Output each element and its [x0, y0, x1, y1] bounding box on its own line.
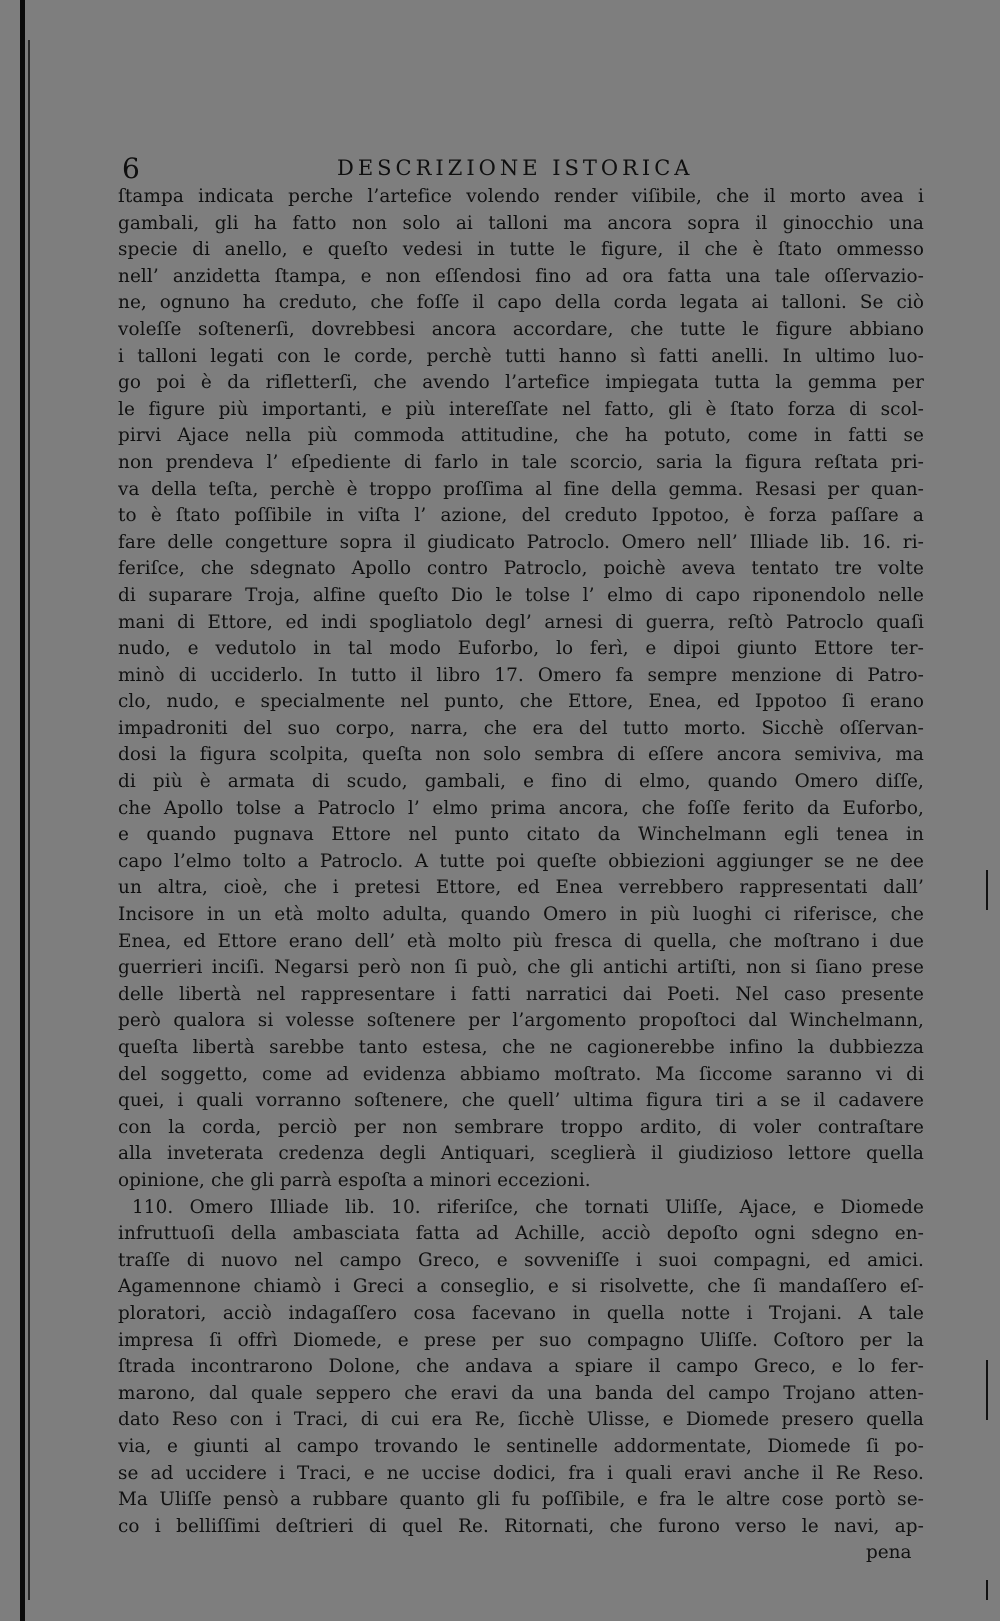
text-line: 110. Omero Illiade lib. 10. riferiſce, che tornati Uliſſe, Ajace, e Diomede [132, 1196, 924, 1218]
text-line: pirvi Ajace nella più commoda attitudine, che ha potuto, come in fatti se [118, 425, 924, 447]
text-line: via, e giunti al campo trovando le sentinelle addormentate, Diomede ſi po- [118, 1435, 924, 1457]
text-line: alla inveterata credenza degli Antiquari, sceglierà il giudizioso lettore quella [118, 1143, 924, 1165]
text-line: nudo, e vedutolo in tal modo Euforbo, lo ferì, e dipoi giunto Ettore ter- [118, 638, 924, 660]
binding-edge [20, 0, 25, 1621]
text-line: queſta libertà sarebbe tanto estesa, che ne cagionerebbe infino la dubbiezza [118, 1037, 924, 1058]
text-line: che Apollo tolse a Patroclo l’ elmo prima ancora, che foſſe ferito da Euforbo, [118, 797, 924, 819]
text-line: feriſce, che sdegnato Apollo contro Patroclo, poichè aveva tentato tre volte [118, 558, 924, 580]
text-line: ploratori, acciò indagaſſero cosa facevano in quella notte i Trojani. A tale [118, 1302, 924, 1324]
text-line: Enea, ed Ettore erano dell’ età molto più fresca di quella, che moſtrano i due [118, 930, 924, 952]
text-line: gambali, gli ha fatto non solo ai talloni ma ancora sopra il ginocchio una [118, 212, 924, 234]
text-line: nell’ anzidetta ſtampa, e non eſſendosi fino ad ora fatta una tale oſſervazio- [118, 265, 924, 287]
text-line: Ma Uliſſe pensò a rubbare quanto gli fu poſſibile, e fra le altre cose portò se- [118, 1489, 924, 1511]
text-line: di suparare Troja, alfine queſto Dio le tolse l’ elmo di capo riponendolo nelle [118, 584, 924, 606]
text-line: Agamennone chiamò i Greci a conseglio, e si risolvette, che ſi mandaſſero eſ- [118, 1276, 924, 1298]
margin-mark [986, 1360, 988, 1420]
text-line: clo, nudo, e specialmente nel punto, che Ettore, Enea, ed Ippotoo ſi erano [118, 691, 924, 713]
text-line: va della teſta, perchè è troppo proſſima al fine della gemma. Resasi per quan- [118, 478, 924, 500]
text-line: quei, i quali vorranno soſtenere, che quell’ ultima figura tiri a se il cadavere [118, 1090, 924, 1112]
text-line: delle libertà nel rappresentare i fatti narratici dai Poeti. Nel caso presente [118, 983, 924, 1005]
text-line: del soggetto, come ad evidenza abbiamo moſtrato. Ma ſiccome saranno vi di [118, 1063, 924, 1085]
running-title: DESCRIZIONE ISTORICA [337, 156, 694, 180]
text-line: voleſſe soſtenerſi, dovrebbesi ancora accordare, che tutte le figure abbiano [118, 318, 924, 340]
text-line: opinione, che gli parrà espoſta a minori eccezioni. [118, 1169, 591, 1191]
text-line: go poi è da rifletterſi, che avendo l’artefice impiegata tutta la gemma per [118, 372, 924, 394]
margin-mark [986, 870, 988, 910]
text-line: impadroniti del suo corpo, narra, che era del tutto morto. Sicchè oſſervan- [118, 717, 924, 739]
text-line: marono, dal quale seppero che eravi da una banda del campo Trojano atten- [118, 1382, 924, 1404]
text-line: minò di ucciderlo. In tutto il libro 17. Omero fa sempre menzione di Patro- [118, 664, 924, 686]
text-line: dosi la figura scolpita, queſta non solo sembra di eſſere ancora semiviva, ma [118, 744, 924, 766]
text-line: ſtrada incontrarono Dolone, che andava a spiare il campo Greco, e lo fer- [118, 1356, 924, 1378]
text-line: Incisore in un età molto adulta, quando Omero in più luoghi ci riferisce, che [118, 904, 924, 926]
text-line: con la corda, perciò per non sembrare troppo ardito, di voler contraſtare [118, 1116, 924, 1138]
text-line: i talloni legati con le corde, perchè tutti hanno sì fatti anelli. In ultimo luo- [118, 345, 924, 367]
text-line: co i belliſſimi deſtrieri di quel Re. Ritornati, che furono verso le navi, ap- [118, 1515, 924, 1537]
text-line: capo l’elmo tolto a Patroclo. A tutte poi queſte obbiezioni aggiunger se ne dee [118, 850, 924, 872]
catchword: pena [866, 1542, 912, 1563]
text-line: e quando pugnava Ettore nel punto citato da Winchelmann egli tenea in [118, 824, 924, 846]
text-line: specie di anello, e queſto vedesi in tutte le figure, il che è ſtato ommesso [118, 239, 924, 261]
text-line: un altra, cioè, che i pretesi Ettore, ed Enea verrebbero rappresentati dall’ [118, 877, 924, 899]
margin-mark [986, 1580, 988, 1600]
text-line: dato Reso con i Traci, di cui era Re, ſicchè Ulisse, e Diomede presero quella [118, 1409, 924, 1431]
binding-edge-inner [28, 40, 30, 1600]
page-number: 6 [122, 152, 140, 185]
text-line: ne, ognuno ha creduto, che foſſe il capo della corda legata ai talloni. Se ciò [118, 292, 924, 314]
text-line: non prendeva l’ eſpediente di farlo in tale scorcio, saria la figura reſtata pri- [118, 451, 924, 473]
text-line: se ad uccidere i Traci, e ne uccise dodici, fra i quali eravi anche il Re Reso. [118, 1462, 924, 1484]
text-line: guerrieri inciſi. Negarsi però non ſi può, che gli antichi artiſti, non si ſiano prese [118, 957, 924, 979]
text-line: to è ſtato poſſibile in viſta l’ azione, del creduto Ippotoo, è forza paſſare a [118, 505, 924, 527]
text-line: fare delle congetture sopra il giudicato Patroclo. Omero nell’ Illiade lib. 16. ri- [118, 531, 924, 553]
text-line: traſſe di nuovo nel campo Greco, e sovveniſſe i suoi compagni, ed amici. [118, 1249, 924, 1271]
text-line: di più è armata di scudo, gambali, e fino di elmo, quando Omero diſſe, [118, 771, 924, 793]
text-line: impresa ſi offrì Diomede, e prese per suo compagno Uliſſe. Coſtoro per la [118, 1329, 924, 1351]
text-line: le figure più importanti, e più intereſſate nel fatto, gli è ſtato forza di scol- [118, 398, 924, 420]
text-line: infruttuoſi della ambasciata fatta ad Achille, acciò depoſto ogni sdegno en- [118, 1223, 924, 1245]
text-line: però qualora si volesse soſtenere per l’argomento propoſtoci dal Winchelmann, [118, 1010, 924, 1032]
body-text [118, 184, 924, 1540]
page-header [122, 152, 922, 186]
text-line: ſtampa indicata perche l’artefice volendo render viſibile, che il morto avea i [118, 186, 924, 207]
text-line: mani di Ettore, ed indi spogliatolo degl’ arnesi di guerra, reſtò Patroclo quaſi [118, 611, 924, 633]
